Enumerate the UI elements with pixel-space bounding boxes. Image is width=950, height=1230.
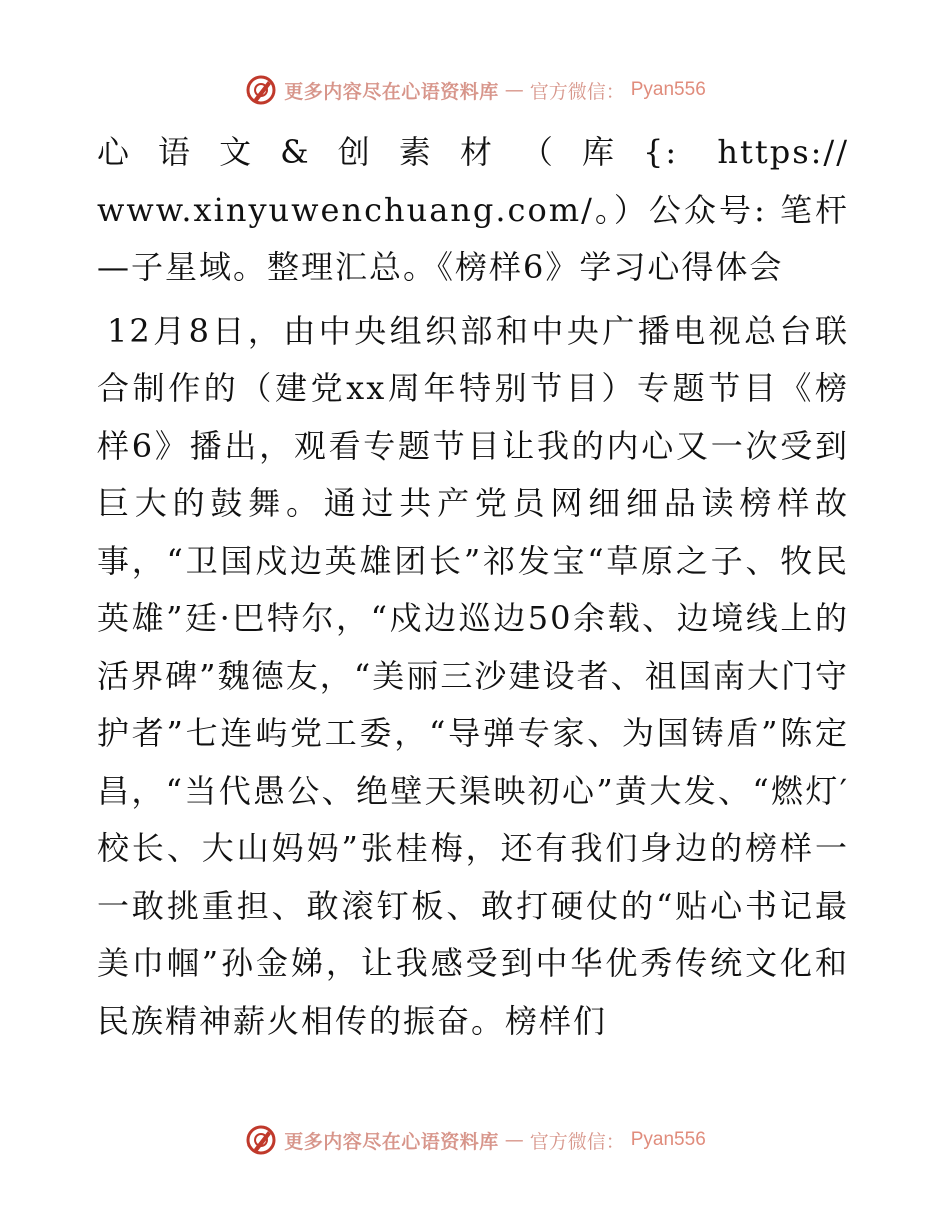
banner-separator: — (504, 1129, 524, 1151)
header-banner (0, 70, 950, 110)
document-body (97, 124, 849, 1050)
banner-contact-id: Pyan556 (630, 79, 706, 100)
xinyu-logo-icon (244, 1123, 278, 1157)
footer-banner (0, 1120, 950, 1160)
header-banner-content (244, 73, 706, 107)
banner-separator: — (504, 79, 524, 101)
footer-banner-content (244, 1123, 706, 1157)
document-body-paragraph: 12月8日，由中央组织部和中央广播电视总台联合制作的（建党xx周年特别节目）专题节目《榜样6》播出，观看专题节目让我的内心又一次受到巨大的鼓舞。通过共产党员网细细品读榜样故事，“卫国戍边英雄团长”祁发宝“草原之子、牧民英雄”廷·巴特尔，“戍边巡边50余载、边境线上的活界碑”魏德友，“美丽三沙建设者、祖国南大门守护者”七连屿党工委，“导弹专家、为国铸盾”陈定昌，“当代愚公、绝壁天渠映初心”黄大发、“燃灯′校长、大山妈妈”张桂梅，还有我们身边的榜样一一敢挑重担、敢滚钉板、敢打硬仗的“贴心书记最美巾帼”孙金娣，让我感受到中华优秀传统文化和民族精神薪火相传的振奋。榜样们 (97, 311, 849, 1040)
banner-contact-label: 官方微信： (529, 80, 625, 103)
banner-text: 更多内容尽在心语资料库 (284, 1130, 499, 1153)
banner-contact-id: Pyan556 (630, 1129, 706, 1150)
xinyu-logo-icon (244, 73, 278, 107)
banner-text: 更多内容尽在心语资料库 (284, 80, 499, 103)
document-title-paragraph: 心语文&创素材（库{: https:// www.xinyuwenchuang.com/。）公众号: 笔杆—子星域。整理汇总。《榜样6》学习心得体会 (97, 133, 849, 286)
banner-contact-label: 官方微信： (529, 1130, 625, 1153)
